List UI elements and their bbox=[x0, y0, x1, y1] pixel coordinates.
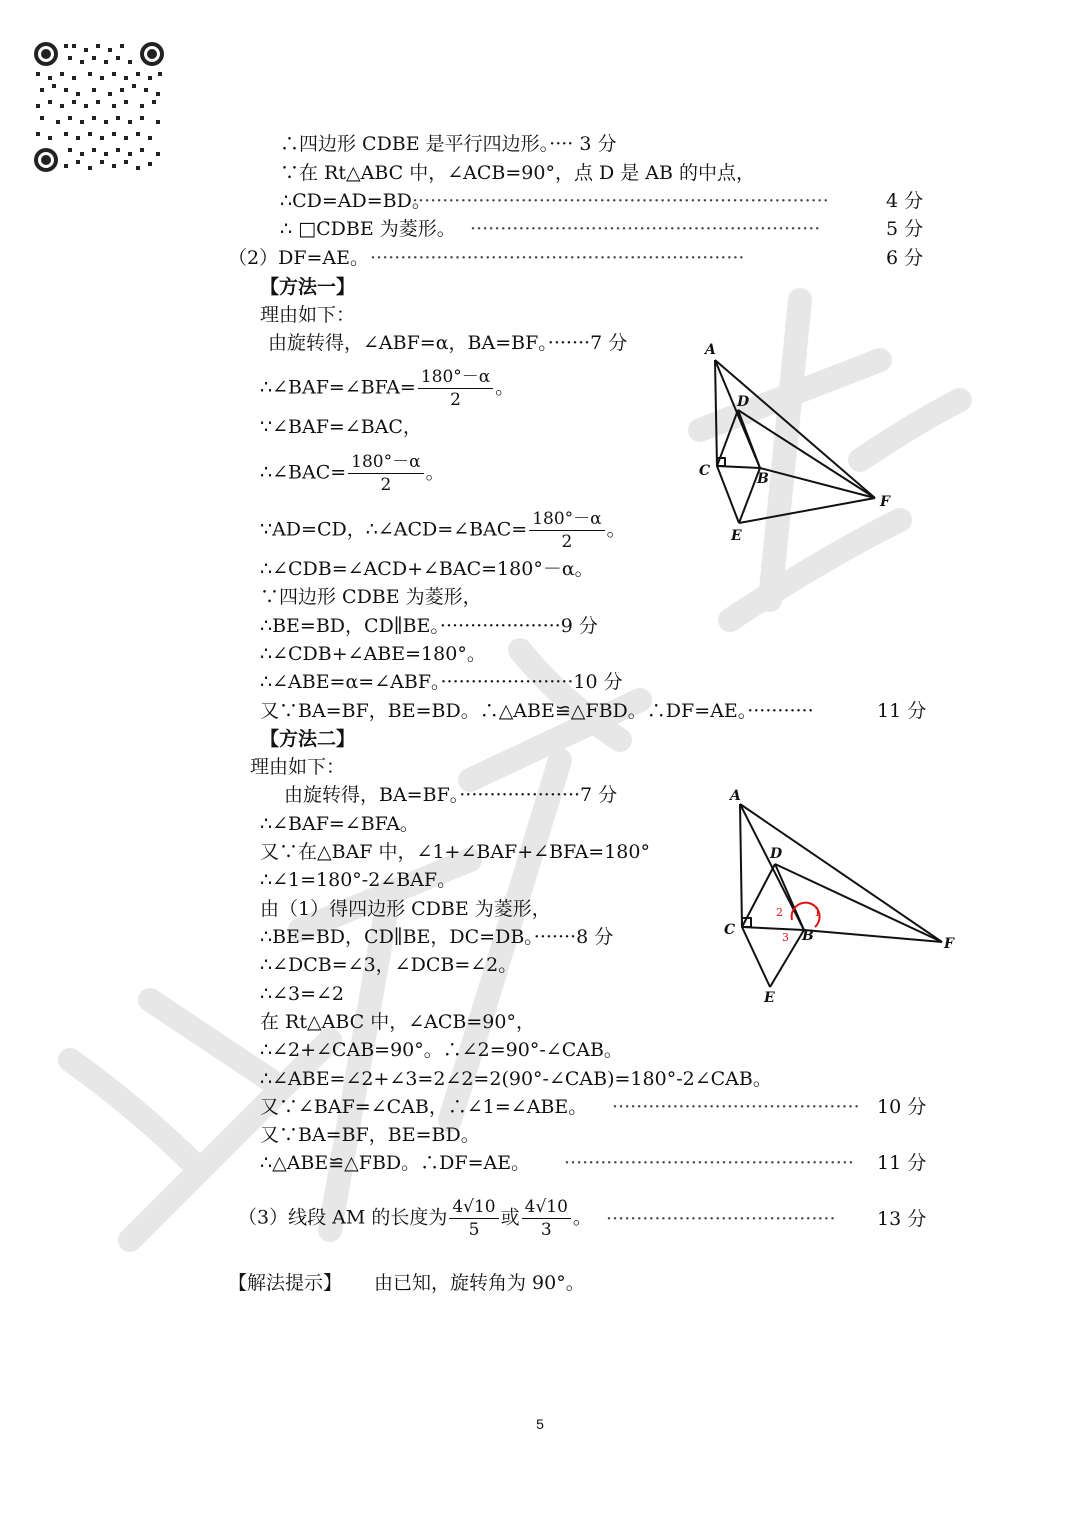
method2-step-8: ∴∠3=∠2 bbox=[260, 983, 345, 1005]
p1-line-3: ∴CD=AD=BD。 bbox=[280, 190, 431, 212]
p3-dots: ······································ bbox=[606, 1208, 836, 1230]
hint-label: 【解法提示】 bbox=[228, 1272, 343, 1294]
hint-text: 由已知，旋转角为 90°。 bbox=[374, 1272, 585, 1294]
frac-180-alpha-over-2: $\frac{180^\circ-\alpha}{2}$ bbox=[348, 451, 423, 496]
method1-step-5: ∵AD=CD，∴∠ACD=∠BAC= $\frac{180^\circ-\alpha}{2}$ 。 bbox=[260, 509, 626, 552]
method2-step-3: 又∵在△BAF 中，∠1+∠BAF+∠BFA=180° bbox=[260, 841, 650, 863]
figure-2-geometry bbox=[720, 782, 965, 1010]
method1-step-1: 由旋转得，∠ABF=α，BA=BF。·······7 分 bbox=[268, 332, 628, 354]
method2-step-2: ∴∠BAF=∠BFA。 bbox=[260, 813, 419, 835]
method2-step-14-score: 11 分 bbox=[877, 1152, 927, 1174]
method1-title: 【方法一】 bbox=[260, 276, 356, 298]
method2-step-12-dots: ········································· bbox=[612, 1096, 860, 1118]
method1-step-11: 又∵BA=BF，BE=BD。∴△ABE≌△FBD。∴DF=AE。··········· bbox=[260, 700, 814, 722]
method2-step-13: 又∵BA=BF，BE=BD。 bbox=[260, 1124, 480, 1146]
p1-line-3-score: 4 分 bbox=[886, 190, 924, 212]
frac-4root10-over-3: $\frac{4√10}{3}$ bbox=[522, 1196, 571, 1241]
figure-1-geometry bbox=[695, 338, 900, 546]
label-C: C bbox=[699, 463, 711, 479]
method2-step-6: ∴BE=BD，CD∥BE，DC=DB。·······8 分 bbox=[260, 926, 614, 948]
method1-step-9: ∴∠CDB+∠ABE=180°。 bbox=[260, 643, 486, 665]
label-C: C bbox=[724, 922, 736, 938]
page-number: 5 bbox=[536, 1416, 544, 1432]
p1-line-2: ∵在 Rt△ABC 中，∠ACB=90°，点 D 是 AB 的中点， bbox=[280, 162, 756, 184]
p1-line-3-dots: ····································································· bbox=[412, 190, 829, 212]
method1-step-11-score: 11 分 bbox=[877, 700, 927, 722]
label-B: B bbox=[757, 471, 769, 487]
label-A: A bbox=[705, 342, 716, 358]
frac-4root10-over-5: $\frac{4√10}{5}$ bbox=[449, 1196, 498, 1241]
frac-180-alpha-over-2: $\frac{180^\circ-\alpha}{2}$ bbox=[418, 366, 493, 411]
p3-answer: （3）线段 AM 的长度为 $\frac{4√10}{5}$ 或 $\frac{4√10}{3}$ 。 bbox=[238, 1197, 592, 1240]
frac-180-alpha-over-2: $\frac{180^\circ-\alpha}{2}$ bbox=[529, 508, 604, 553]
method2-step-11: ∴∠ABE=∠2+∠3=2∠2=2(90°-∠CAB)=180°-2∠CAB。 bbox=[260, 1068, 772, 1090]
method1-step-6: ∴∠CDB=∠ACD+∠BAC=180°－α。 bbox=[260, 558, 594, 580]
p2-heading-dots: ······························································ bbox=[370, 247, 745, 269]
method1-step-2: ∴∠BAF=∠BFA= $\frac{180^\circ-\alpha}{2}$ 。 bbox=[260, 367, 515, 410]
method2-title: 【方法二】 bbox=[260, 728, 356, 750]
method2-step-14: ∴△ABE≌△FBD。∴DF=AE。 bbox=[260, 1152, 531, 1174]
method1-step-3: ∵∠BAF=∠BAC， bbox=[260, 416, 422, 438]
label-F: F bbox=[944, 936, 954, 952]
method2-step-7: ∴∠DCB=∠3，∠DCB=∠2。 bbox=[260, 954, 518, 976]
p1-line-1: ∴四边形 CDBE 是平行四边形。···· 3 分 bbox=[280, 133, 617, 155]
method2-step-12-score: 10 分 bbox=[877, 1096, 927, 1118]
label-E: E bbox=[731, 528, 742, 544]
method2-step-14-dots: ················································ bbox=[564, 1152, 854, 1174]
p1-line-4-dots: ·························································· bbox=[470, 218, 821, 240]
method1-step-4: ∴∠BAC= $\frac{180^\circ-\alpha}{2}$ 。 bbox=[260, 452, 445, 495]
label-F: F bbox=[880, 494, 890, 510]
method2-reason: 理由如下： bbox=[250, 756, 346, 778]
method2-step-1: 由旋转得，BA=BF。····················7 分 bbox=[284, 784, 618, 806]
p1-line-4: ∴ □CDBE 为菱形。 bbox=[280, 218, 456, 240]
qr-code-icon bbox=[32, 40, 166, 174]
p1-line-4-score: 5 分 bbox=[886, 218, 924, 240]
angle-label-1: 1 bbox=[814, 906, 821, 919]
p2-heading: （2）DF=AE。 bbox=[228, 247, 370, 269]
method2-step-10: ∴∠2+∠CAB=90°。∴∠2=90°-∠CAB。 bbox=[260, 1039, 623, 1061]
angle-label-3: 3 bbox=[782, 931, 789, 944]
label-E: E bbox=[764, 990, 775, 1006]
method1-step-8: ∴BE=BD，CD∥BE。····················9 分 bbox=[260, 615, 598, 637]
method1-reason: 理由如下： bbox=[260, 304, 356, 326]
label-A: A bbox=[730, 788, 741, 804]
method2-step-12: 又∵∠BAF=∠CAB，∴∠1=∠ABE。 bbox=[260, 1096, 588, 1118]
method2-step-5: 由（1）得四边形 CDBE 为菱形， bbox=[260, 898, 551, 920]
method1-step-10: ∴∠ABE=α=∠ABF。······················10 分 bbox=[260, 671, 623, 693]
p2-heading-score: 6 分 bbox=[886, 247, 924, 269]
angle-label-2: 2 bbox=[776, 906, 783, 919]
method2-step-4: ∴∠1=180°-2∠BAF。 bbox=[260, 869, 457, 891]
label-D: D bbox=[770, 846, 783, 862]
method1-step-7: ∵四边形 CDBE 为菱形， bbox=[260, 586, 482, 608]
label-D: D bbox=[737, 394, 750, 410]
p3-score: 13 分 bbox=[877, 1208, 927, 1230]
method2-step-9: 在 Rt△ABC 中，∠ACB=90°， bbox=[260, 1011, 535, 1033]
label-B: B bbox=[802, 928, 814, 944]
